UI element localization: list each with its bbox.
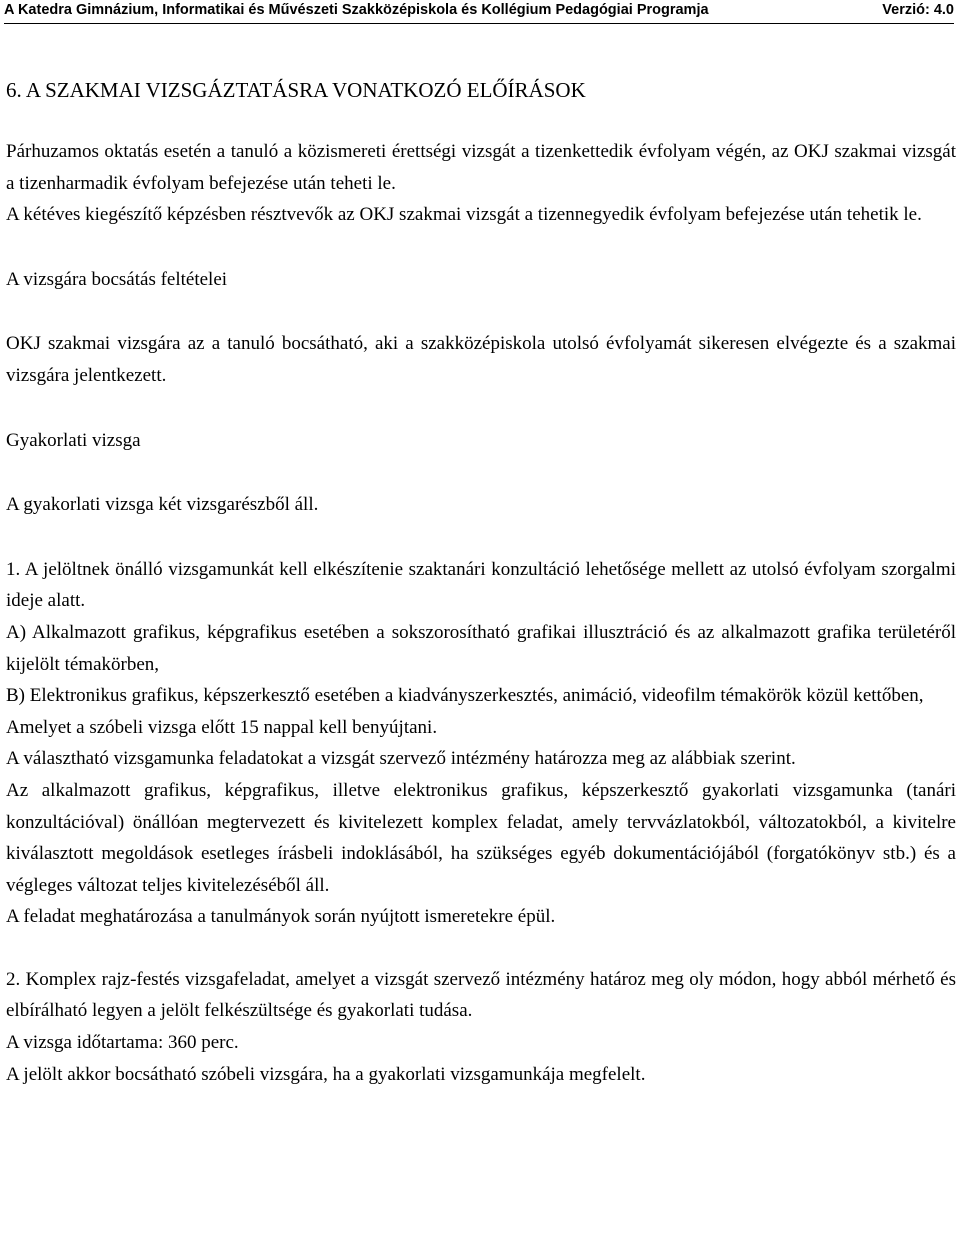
paragraph-submission: Amelyet a szóbeli vizsga előtt 15 nappal kell benyújtani. <box>6 716 438 738</box>
header-document-title: A Katedra Gimnázium, Informatikai és Művészeti Szakközépiskola és Kollégium Pedagógiai Programja <box>4 2 709 18</box>
paragraph-option-b: B) Elektronikus grafikus, képszerkesztő esetében a kiadványszerkesztés, animáció, videofilm témakörök közül kettőben, <box>6 685 924 707</box>
paragraph-exam-parts: A gyakorlati vizsga két vizsgarészből áll. <box>6 494 319 516</box>
paragraph-parallel-education: Párhuzamos oktatás esetén a tanuló a közismereti érettségi vizsgát a tizenkettedik évfolyam végén, az OKJ szakmai vizsgát a tizenharmadik évfolyam befejezése után teheti le. <box>6 141 956 194</box>
header-version: Verzió: 4.0 <box>882 2 954 18</box>
paragraph-supplementary-training: A kétéves kiegészítő képzésben résztvevők az OKJ szakmai vizsgát a tizennegyedik évfolyam befejezése után tehetik le. <box>6 204 922 226</box>
paragraph-item-1: 1. A jelöltnek önálló vizsgamunkát kell elkészítenie szaktanári konzultáció lehetősége mellett az utolsó évfolyam szorgalmi ideje alatt. <box>6 558 956 612</box>
paragraph-exam-eligibility: OKJ szakmai vizsgára az a tanuló bocsátható, aki a szakközépiskola utolsó évfolyamát sikeresen elvégezte és a szakmai vizsgára jelentkezett. <box>6 333 956 386</box>
paragraph-option-a: A) Alkalmazott grafikus, képgrafikus esetében a sokszorosítható grafikai illusztráció és az alkalmazott grafika területéről kijelölt témakörben, <box>6 621 956 675</box>
paragraph-complex-task: Az alkalmazott grafikus, képgrafikus, illetve elektronikus grafikus, képszerkesztő gyakorlati vizsgamunka (tanári konzultációval) önállóan megtervezett és kivitelezett komplex feladat, amely tervvázlatokból, változatokból, a kivitelre kiválasztott megoldások esetleges írásbeli indoklásából, ha szükséges egyéb dokumentációjából (forgatókönyv stb.) és a végleges változat teljes kivitelezéséből áll. <box>6 779 956 896</box>
paragraph-exam-duration: A vizsga időtartama: 360 perc. <box>6 1032 239 1054</box>
heading-practical-exam: Gyakorlati vizsga <box>6 429 141 451</box>
paragraph-item-2: 2. Komplex rajz-festés vizsgafeladat, amelyet a vizsgát szervező intézmény határoz meg oly módon, hogy abból mérhető és elbírálható legyen a jelölt felkészültsége és gyakorlati tudása. <box>6 968 956 1022</box>
paragraph-task-definition: A feladat meghatározása a tanulmányok során nyújtott ismeretekre épül. <box>6 906 556 928</box>
document-body <box>6 76 956 1090</box>
paragraph-oral-eligibility: A jelölt akkor bocsátható szóbeli vizsgára, ha a gyakorlati vizsgamunkája megfelelt. <box>6 1063 646 1085</box>
heading-exam-conditions: A vizsgára bocsátás feltételei <box>6 268 228 290</box>
page-header <box>4 0 954 24</box>
section-title: 6. A SZAKMAI VIZSGÁZTATÁSRA VONATKOZÓ ELŐÍRÁSOK <box>6 78 586 102</box>
paragraph-selectable-tasks: A választható vizsgamunka feladatokat a vizsgát szervező intézmény határozza meg az alábbiak szerint. <box>6 748 796 770</box>
